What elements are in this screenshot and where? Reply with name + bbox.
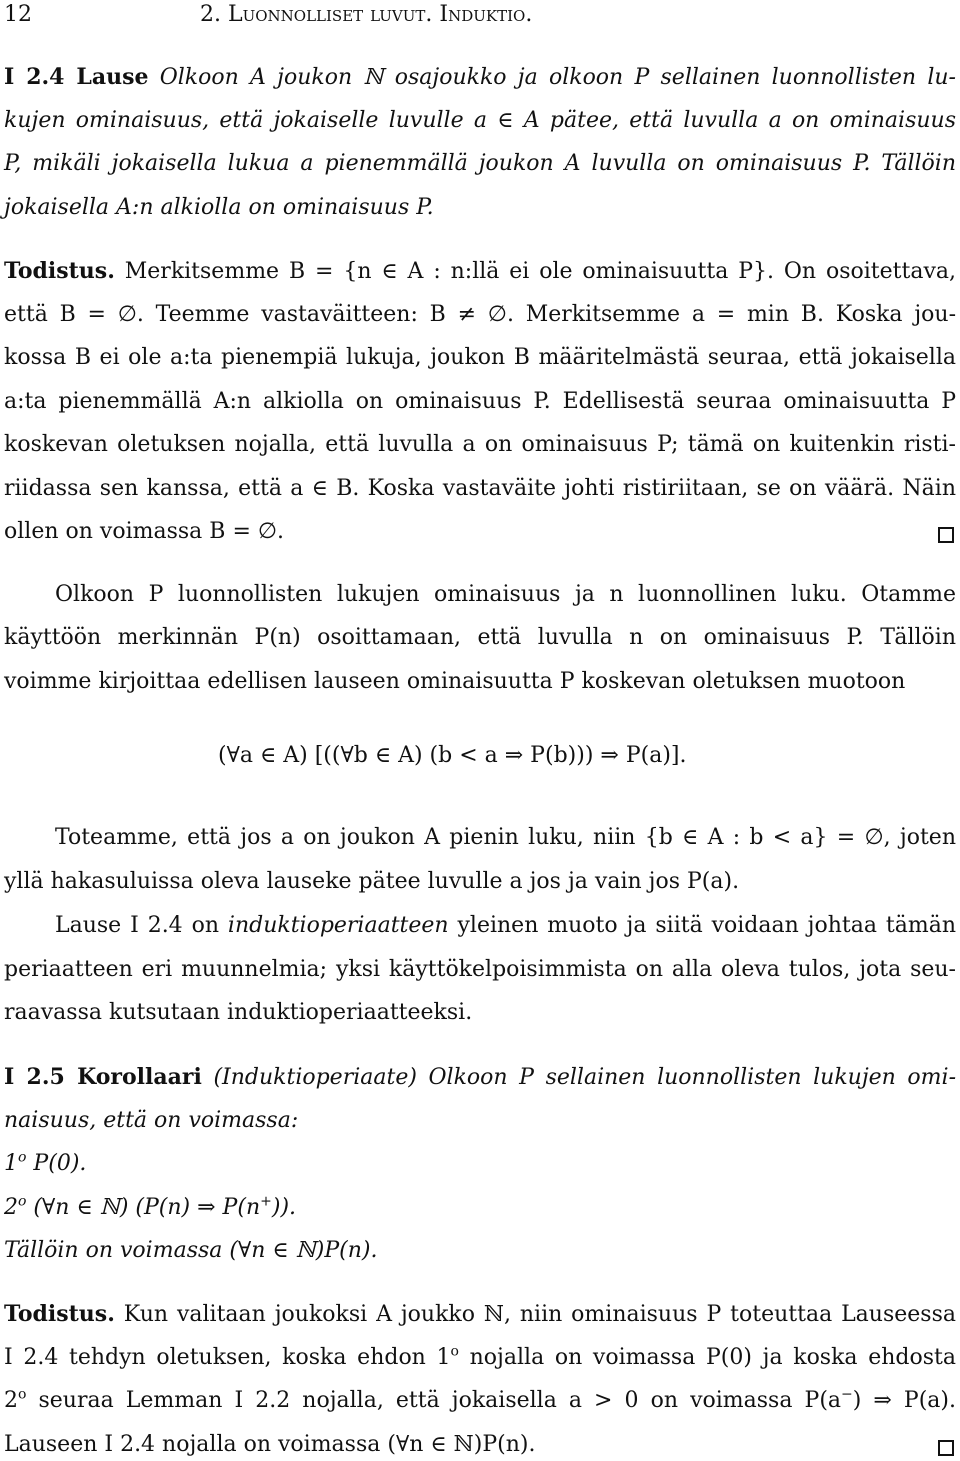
page-header xyxy=(4,0,956,30)
induction-text-pre: Lause I 2.4 on xyxy=(55,913,228,938)
corollary-conclusion: Tällöin on voimassa (∀n ∈ ℕ)P(n). xyxy=(4,1238,378,1263)
corollary-label: I 2.5 Korollaari xyxy=(4,1064,202,1090)
proof-2-line-3-end: ) ⇒ P(a). xyxy=(852,1388,956,1413)
proof-text: Merkitsemme B = {n ∈ A : n:llä ei ole ominaisuutta P}. On osoitettava, xyxy=(124,259,956,284)
proof-2-line-3-sup: o xyxy=(18,1386,27,1403)
note-line-2: yllä hakasuluissa oleva lauseke pätee luvulle a jos ja vain jos P(a). xyxy=(4,869,740,894)
theorem-line-1 xyxy=(4,62,956,93)
induction-line-3: raavassa kutsutaan induktioperiaatteeksi. xyxy=(4,1000,473,1025)
induction-text-post: yleinen muoto ja siitä voidaan johtaa tämän xyxy=(448,913,956,938)
theorem-text: Olkoon A joukon ℕ osajoukko ja olkoon P sellainen luonnollisten lu- xyxy=(159,65,956,90)
proof-1-line-4: a:ta pienemmällä A:n alkiolla on ominaisuus P. Edellisestä seuraa ominaisuutta P xyxy=(4,389,956,414)
condition-1-number: 1 xyxy=(4,1151,18,1176)
note-line-1: Toteamme, että jos a on joukon A pienin luku, niin {b ∈ A : b < a} = ∅, joten xyxy=(55,825,956,850)
proof-2-line-2-pre: I 2.4 tehdyn oletuksen, koska ehdon 1 xyxy=(4,1345,451,1370)
proof-2-line-1 xyxy=(4,1299,956,1330)
display-formula: (∀a ∈ A) [((∀b ∈ A) (b < a ⇒ P(b))) ⇒ P(a)]. xyxy=(218,743,687,768)
chapter-title: 2. Luonnolliset luvut. Induktio. xyxy=(200,2,533,27)
proof-1-line-3: kossa B ei ole a:ta pienempiä lukuja, joukon B määritelmästä seuraa, että jokaisella xyxy=(4,345,956,370)
theorem-line-4: jokaisella A:n alkiolla on ominaisuus P. xyxy=(4,195,434,220)
proof-1-line-5: koskevan oletuksen nojalla, että luvulla a on ominaisuus P; tämä on kuitenkin risti- xyxy=(4,432,956,457)
proof-text: Kun valitaan joukoksi A joukko ℕ, niin ominaisuus P toteuttaa Lauseessa xyxy=(123,1302,956,1327)
proof-2-line-3 xyxy=(4,1386,956,1416)
condition-1 xyxy=(4,1149,956,1179)
proof-2-line-2-post: nojalla on voimassa P(0) ja koska ehdosta xyxy=(458,1345,956,1370)
proof-1-line-1 xyxy=(4,256,956,287)
qed-box xyxy=(938,1440,954,1456)
condition-2-end: )). xyxy=(271,1195,297,1220)
notation-line-2: käyttöön merkinnän P(n) osoittamaan, että luvulla n on ominaisuus P. Tällöin xyxy=(4,625,956,650)
proof-2-line-2-sup: o xyxy=(450,1343,459,1360)
condition-2-plus: + xyxy=(260,1193,272,1210)
induction-line-1 xyxy=(55,911,956,941)
page-number: 12 xyxy=(4,2,32,27)
condition-1-text: P(0). xyxy=(26,1151,87,1176)
theorem-label: I 2.4 Lause xyxy=(4,64,149,90)
proof-2-line-4: Lauseen I 2.4 nojalla on voimassa (∀n ∈ ℕ)P(n). xyxy=(4,1432,536,1457)
proof-2-line-2 xyxy=(4,1343,956,1373)
condition-2-number: 2 xyxy=(4,1195,18,1220)
notation-line-3: voimme kirjoittaa edellisen lauseen ominaisuutta P koskevan oletuksen muotoon xyxy=(4,669,906,694)
theorem-line-3: P, mikäli jokaisella lukua a pienemmällä joukon A luvulla on ominaisuus P. Tällöin xyxy=(4,151,956,176)
proof-1-line-6: riidassa sen kanssa, että a ∈ B. Koska vastaväite johti ristiriitaan, se on väärä. Näin xyxy=(4,476,956,501)
theorem-line-2: kujen ominaisuus, että jokaiselle luvulle a ∈ A pätee, että luvulla a on ominaisuus xyxy=(4,108,956,133)
condition-2-text: (∀n ∈ ℕ) (P(n) ⇒ P(n xyxy=(26,1195,261,1220)
proof-2-line-3-mid: seuraa Lemman I 2.2 nojalla, että jokaisella a > 0 on voimassa P(a xyxy=(26,1388,842,1413)
proof-1-line-2: että B = ∅. Teemme vastaväitteen: B ≠ ∅. Merkitsemme a = min B. Koska jou- xyxy=(4,302,956,327)
induction-term: induktioperiaatteen xyxy=(227,913,449,938)
notation-line-1: Olkoon P luonnollisten lukujen ominaisuus ja n luonnollinen luku. Otamme xyxy=(55,582,956,607)
proof-label: Todistus. xyxy=(4,258,115,284)
corollary-text: (Induktioperiaate) Olkoon P sellainen luonnollisten lukujen omi- xyxy=(213,1065,957,1090)
corollary-line-2: naisuus, että on voimassa: xyxy=(4,1108,299,1133)
proof-2-line-3-pre: 2 xyxy=(4,1388,18,1413)
condition-2 xyxy=(4,1193,956,1223)
proof-1-line-7: ollen on voimassa B = ∅. xyxy=(4,519,285,544)
qed-box xyxy=(938,527,954,543)
induction-line-2: periaatteen eri muunnelmia; yksi käyttökelpoisimmista on alla oleva tulos, jota seu- xyxy=(4,957,956,982)
corollary-line-1 xyxy=(4,1062,956,1093)
condition-2-sup: o xyxy=(18,1193,27,1210)
condition-1-sup: o xyxy=(18,1149,27,1166)
proof-label: Todistus. xyxy=(4,1301,115,1327)
proof-2-line-3-minus: − xyxy=(841,1386,853,1403)
